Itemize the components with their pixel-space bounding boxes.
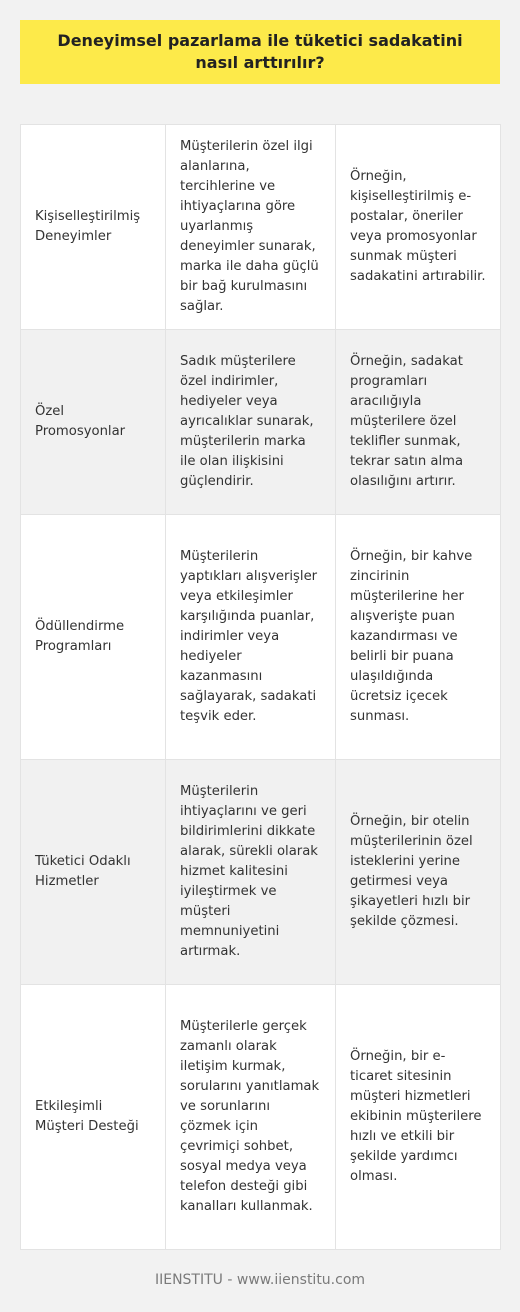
row-name-cell: Özel Promosyonlar: [21, 330, 166, 515]
row-name-cell: Tüketici Odaklı Hizmetler: [21, 760, 166, 985]
table-row: [21, 125, 501, 330]
row-name-cell: Ödüllendirme Programları: [21, 515, 166, 760]
row-description-cell: Müşterilerin ihtiyaçlarını ve geri bildirimlerini dikkate alarak, sürekli olarak hizmet kalitesini iyileştirmek ve müşteri memnuniyetini artırmak.: [166, 760, 336, 985]
row-example-cell: Örneğin, kişiselleştirilmiş e-postalar, öneriler veya promosyonlar sunmak müşteri sadakatini artırabilir.: [336, 125, 501, 330]
table-row: [21, 985, 501, 1250]
row-name-cell: Etkileşimli Müşteri Desteği: [21, 985, 166, 1250]
footer-credit: IIENSTITU - www.iienstitu.com: [154, 1272, 366, 1288]
table-row: [21, 760, 501, 985]
row-description-cell: Sadık müşterilere özel indirimler, hediyeler veya ayrıcalıklar sunarak, müşterilerin marka ile olan ilişkisini güçlendirir.: [166, 330, 336, 515]
row-description-cell: Müşterilerin yaptıkları alışverişler veya etkileşimler karşılığında puanlar, indirimler veya hediyeler kazanmasını sağlayarak, sadakati teşvik eder.: [166, 515, 336, 760]
row-description-cell: Müşterilerle gerçek zamanlı olarak iletişim kurmak, sorularını yanıtlamak ve sorunlarını çözmek için çevrimiçi sohbet, sosyal medya veya telefon desteği gibi kanalları kullanmak.: [166, 985, 336, 1250]
row-name-cell: Kişiselleştirilmiş Deneyimler: [21, 125, 166, 330]
row-example-cell: Örneğin, bir otelin müşterilerinin özel isteklerini yerine getirmesi veya şikayetleri hızlı bir şekilde çözmesi.: [336, 760, 501, 985]
table-row: [21, 515, 501, 760]
row-example-cell: Örneğin, bir kahve zincirinin müşterilerine her alışverişte puan kazandırması ve belirli bir puana ulaşıldığında ücretsiz içecek sunması.: [336, 515, 501, 760]
row-description-cell: Müşterilerin özel ilgi alanlarına, tercihlerine ve ihtiyaçlarına göre uyarlanmış deneyimler sunarak, marka ile daha güçlü bir bağ kurulmasını sağlar.: [166, 125, 336, 330]
page-title: Deneyimsel pazarlama ile tüketici sadakatini nasıl arttırılır?: [57, 31, 463, 72]
table-row: [21, 330, 501, 515]
strategy-table: [20, 124, 501, 1250]
title-banner: [20, 20, 500, 84]
row-example-cell: Örneğin, sadakat programları aracılığıyla müşterilere özel teklifler sunmak, tekrar satın alma olasılığını artırır.: [336, 330, 501, 515]
row-example-cell: Örneğin, bir e-ticaret sitesinin müşteri hizmetleri ekibinin müşterilere hızlı ve etkili bir şekilde yardımcı olması.: [336, 985, 501, 1250]
